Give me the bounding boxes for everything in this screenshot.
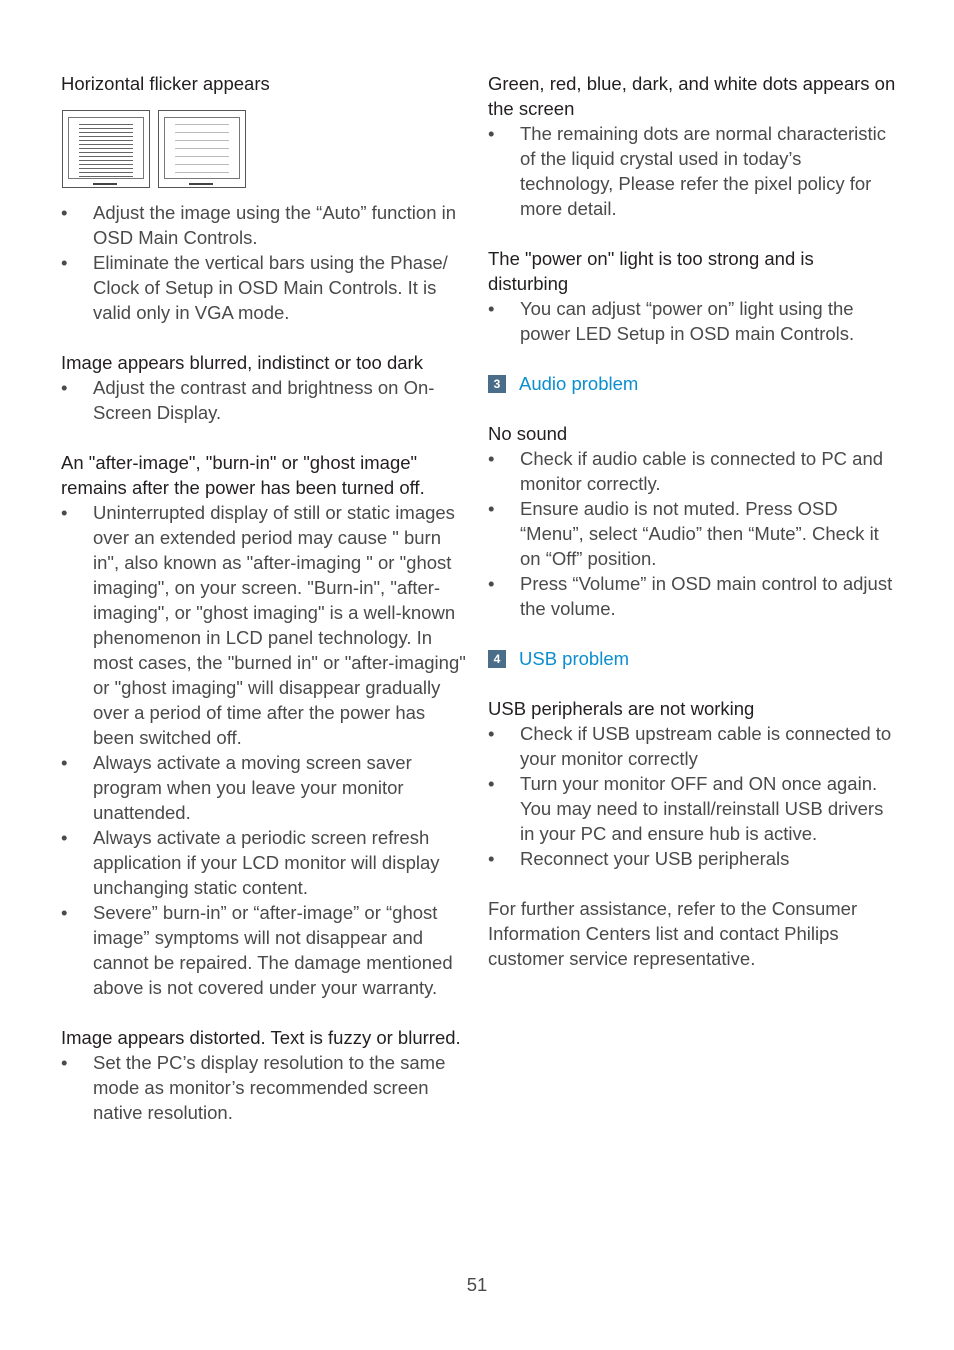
audio-section-title: Audio problem [519, 373, 639, 394]
usb-section-title: USB problem [519, 648, 630, 669]
left-column [61, 71, 469, 1125]
no-sound-list [488, 446, 898, 621]
afterimage-list [61, 500, 469, 1000]
section-number-badge: 4 [488, 650, 506, 668]
list-item: • Set the PC’s display resolution to the same mode as monitor’s recommended screen native resolution. [61, 1052, 446, 1123]
power-light-list [488, 296, 898, 346]
list-item: • Turn your monitor OFF and ON once again. You may need to install/reinstall USB drivers in your PC and ensure hub is active. [488, 773, 884, 844]
list-item: • Check if USB upstream cable is connected to your monitor correctly [488, 723, 892, 769]
right-column [488, 71, 898, 971]
list-item: • Always activate a moving screen saver program when you leave your monitor unattended. [61, 752, 412, 823]
usb-section-heading [488, 646, 898, 671]
list-item: • Eliminate the vertical bars using the Phase/ Clock of Setup in OSD Main Controls. It is valid only in VGA mode. [61, 252, 448, 323]
list-item: • Reconnect your USB peripherals [488, 848, 790, 869]
list-item: • Uninterrupted display of still or static images over an extended period may cause " burn in", also known as "after-imaging " or "ghost imaging", on your screen. "Burn-in", "after-imaging", or "ghost imaging" is a well-known phenomenon in LCD panel technology. In most cases, the "burned in" or "after-imaging" or "ghost imaging" will disappear gradually over a period of time after the power has been switched off. [61, 502, 466, 748]
list-item: • Always activate a periodic screen refresh application if your LCD monitor will display unchanging static content. [61, 827, 440, 898]
list-item: • Press “Volume” in OSD main control to adjust the volume. [488, 573, 893, 619]
usb-heading: USB peripherals are not working [488, 698, 755, 719]
dots-list [488, 121, 898, 221]
list-item: • Check if audio cable is connected to PC and monitor correctly. [488, 448, 884, 494]
page-number: 51 [466, 1274, 488, 1295]
flicker-heading: Horizontal flicker appears [61, 73, 270, 94]
distorted-heading: Image appears distorted. Text is fuzzy or blurred. [61, 1027, 461, 1048]
list-item: • Adjust the contrast and brightness on On-Screen Display. [61, 377, 435, 423]
afterimage-heading: An "after-image", "burn-in" or "ghost image" remains after the power has been turned off. [61, 452, 425, 498]
distorted-list [61, 1050, 469, 1125]
flicker-illustrations [62, 110, 469, 188]
further-assistance-note: For further assistance, refer to the Consumer Information Centers list and contact Philips customer service representative. [488, 898, 858, 969]
list-item: • Ensure audio is not muted. Press OSD “Menu”, select “Audio” then “Mute”. Check it on “Off” position. [488, 498, 879, 569]
blurred-heading: Image appears blurred, indistinct or too dark [61, 352, 423, 373]
flicker-list [61, 200, 469, 325]
usb-list [488, 721, 898, 871]
audio-section-heading [488, 371, 898, 396]
list-item: • Adjust the image using the “Auto” function in OSD Main Controls. [61, 202, 457, 248]
no-sound-heading: No sound [488, 423, 568, 444]
list-item: • You can adjust “power on” light using the power LED Setup in OSD main Controls. [488, 298, 855, 344]
dots-heading: Green, red, blue, dark, and white dots appears on the screen [488, 73, 896, 119]
power-light-heading: The "power on" light is too strong and is disturbing [488, 248, 814, 294]
section-number-badge: 3 [488, 375, 506, 393]
blurred-list [61, 375, 469, 425]
normal-screen-image [158, 110, 246, 188]
list-item: • Severe” burn-in” or “after-image” or “ghost image” symptoms will not disappear and cannot be repaired. The damage mentioned above is not covered under your warranty. [61, 902, 453, 998]
flicker-screen-image [62, 110, 150, 188]
list-item: • The remaining dots are normal characteristic of the liquid crystal used in today’s technology, Please refer the pixel policy for more detail. [488, 123, 887, 219]
